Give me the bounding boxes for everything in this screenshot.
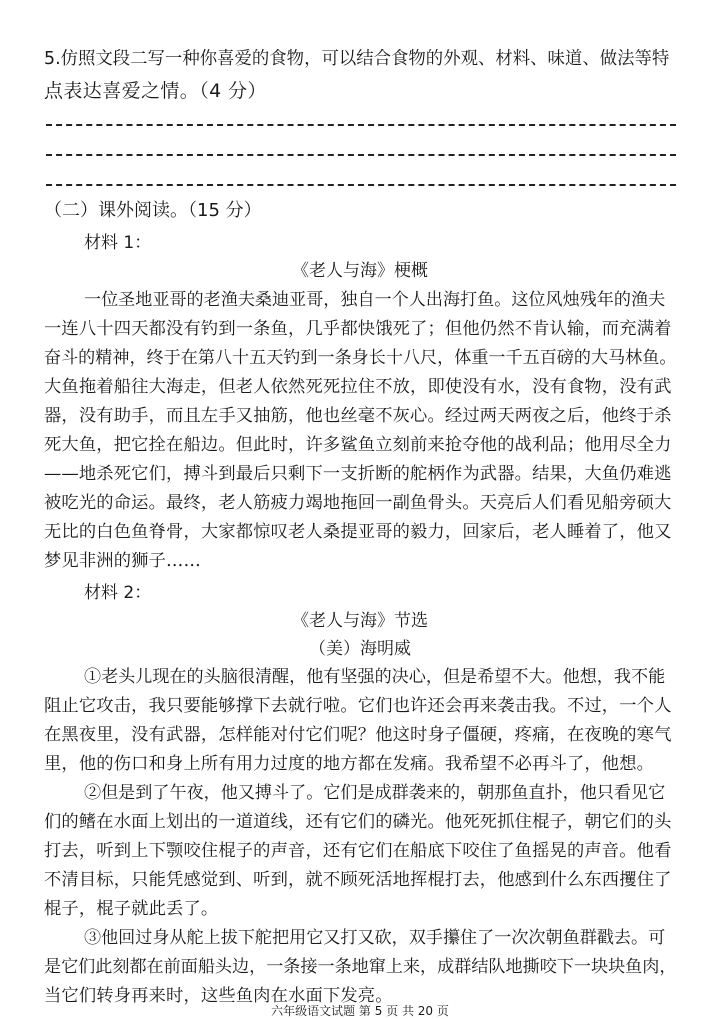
question-5-line-1: 5.仿照文段二写一种你喜爱的食物，可以结合食物的外观、材料、味道、做法等特 (44, 49, 670, 69)
material-1-line: 梦见非洲的狮子…… (44, 551, 201, 571)
material-2-line: ①老头儿现在的头脑很清醒，他有坚强的决心，但是希望不大。他想，我不能 (84, 667, 666, 687)
material-1-line: 一位圣地亚哥的老渔夫桑迪亚哥，独自一个人出海打鱼。这位风烛残年的渔夫 (84, 290, 666, 310)
material-2-line: ②但是到了午夜，他又搏斗了。它们是成群袭来的，朝那鱼直扑，他只看见它 (84, 783, 666, 803)
material-1-line: 无比的白色鱼脊骨，大家都惊叹老人桑提亚哥的毅力，回家后，老人睡着了，他又 (44, 522, 672, 542)
answer-blank-line-1[interactable] (46, 124, 676, 126)
material-1-line: 大鱼拖着船往大海走，但老人依然死死拉住不放，即使没有水，没有食物，没有武 (44, 377, 672, 397)
material-1-line: 奋斗的精神，终于在第八十五天钓到一条身长十八尺，体重一千五百磅的大马林鱼。 (44, 348, 677, 368)
material-1-line: ——地杀死它们，搏斗到最后只剩下一支折断的舵柄作为武器。结果，大鱼仍难逃 (44, 464, 672, 484)
material-1-title: 《老人与海》梗概 (292, 261, 428, 281)
answer-blank-line-3[interactable] (46, 184, 676, 186)
material-2-author: （美）海明威 (309, 639, 411, 659)
material-2-line: 棍子，棍子就此丢了。 (44, 899, 219, 919)
page-footer: 六年级语文试题 第 5 页 共 20 页 (271, 1004, 449, 1018)
question-5-line-2: 点表达喜爱之情。（4 分） (44, 80, 267, 102)
material-1-line: 被吃光的命运。最终，老人筋疲力竭地拖回一副鱼骨头。天亮后人们看见船旁硕大 (44, 493, 672, 513)
material-1-label: 材料 1： (84, 233, 152, 253)
material-1-line: 死大鱼，把它拴在船边。但此时，许多鲨鱼立刻前来抢夺他的战利品；他用尽全力 (44, 435, 672, 455)
material-1-line: 器，没有助手，而且左手又抽筋，他也丝毫不灰心。经过两天两夜之后，他终于杀 (44, 406, 672, 426)
material-2-line: 里，他的伤口和身上所有用力过度的地方都在发痛。我希望不必再斗了，他想。 (44, 754, 655, 774)
material-2-line: 在黑夜里，没有武器，怎样能对付它们呢？他这时身子僵硬，疼痛，在夜晚的寒气 (44, 725, 672, 745)
material-2-line: 是它们此刻都在前面船头边，一条接一条地窜上来，成群结队地撕咬下一块块鱼肉， (44, 957, 677, 977)
material-2-line: 阻止它攻击，我只要能够撑下去就行啦。它们也许还会再来袭击我。不过，一个人 (44, 696, 672, 716)
material-1-line: 一连八十四天都没有钓到一条鱼，几乎都快饿死了；但他仍然不肯认输，而充满着 (44, 319, 672, 339)
material-2-title: 《老人与海》节选 (292, 611, 428, 631)
material-2-line: ③他回过身从舵上拔下舵把用它又打又砍，双手攥住了一次次朝鱼群戳去。可 (84, 928, 666, 948)
material-2-line: 打去，听到上下颚咬住棍子的声音，还有它们在船底下咬住了鱼摇晃的声音。他看 (44, 841, 672, 861)
material-2-line: 当它们转身再来时，这些鱼肉在水面下发亮。 (44, 986, 393, 1006)
answer-blank-line-2[interactable] (46, 154, 676, 156)
section-2-heading: （二）课外阅读。（15 分） (44, 200, 262, 221)
material-2-label: 材料 2： (84, 583, 152, 603)
material-2-line: 们的鳍在水面上划出的一道道线，还有它们的磷光。他死死抓住棍子，朝它们的头 (44, 812, 672, 832)
material-2-line: 不清目标，只能凭感觉到、听到，就不顾死活地挥棍打去，他感到什么东西攫住了 (44, 870, 672, 890)
